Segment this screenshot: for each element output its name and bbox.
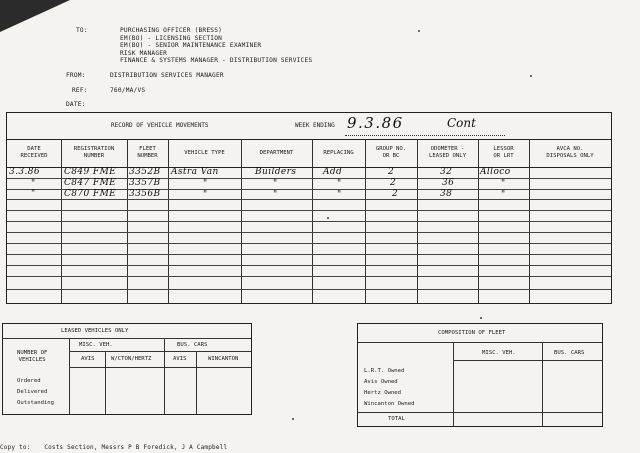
col-header-date: DATE RECEIVED <box>20 146 48 159</box>
col-header-fleet: FLEET NUMBER <box>137 146 158 159</box>
row3-odometer: 38 <box>440 189 453 199</box>
row-divider <box>7 243 611 244</box>
leased-avis-bus: AVIS <box>173 356 187 362</box>
leased-col <box>164 338 165 414</box>
leased-title: LEASED VEHICLES ONLY <box>61 328 129 334</box>
table-title: RECORD OF VEHICLE MOVEMENTS <box>111 122 209 129</box>
row-divider <box>7 199 611 200</box>
row3-department: " <box>273 190 278 200</box>
memo-ref <box>66 87 326 95</box>
row3-lessor: " <box>501 190 506 200</box>
row-divider <box>7 210 611 211</box>
to-label: TO: <box>76 27 88 34</box>
leased-vehicles-table <box>2 323 252 415</box>
leased-col <box>105 351 106 414</box>
leased-col <box>69 338 70 414</box>
row-divider <box>7 276 611 277</box>
row-divider <box>7 289 611 290</box>
scan-shadow <box>0 0 70 32</box>
leased-row-delivered: Delivered <box>17 389 48 395</box>
scan-speck <box>480 317 482 319</box>
row2-lessor: " <box>501 179 506 189</box>
memo-from <box>66 72 326 80</box>
scan-speck <box>327 217 329 219</box>
col-header-registration: REGISTRATION NUMBER <box>73 146 115 159</box>
col-header-group: GROUP NO. OR BC <box>375 146 407 159</box>
row1-lessor: Alloco <box>480 167 511 177</box>
row2-department: " <box>273 179 278 189</box>
row-divider <box>7 232 611 233</box>
row2-odometer: 36 <box>442 178 455 188</box>
scan-speck <box>292 418 294 420</box>
to-line-2: EM(BO) - LICENSING SECTION <box>120 34 223 42</box>
copy-to-value: Costs Section, Messrs P B Foredick, J A Campbell <box>44 444 228 451</box>
col-header-odometer: ODOMETER - LEASED ONLY <box>428 146 467 159</box>
composition-row-lrt: L.R.T. Owned <box>364 368 405 374</box>
row3-replacing: " <box>337 190 342 200</box>
row2-fleet: 3357B <box>129 178 161 188</box>
row-divider <box>7 265 611 266</box>
row2-date: " <box>31 179 36 189</box>
leased-divider <box>3 338 251 339</box>
row1-date: 3.3.86 <box>9 167 41 177</box>
table-title-bar <box>7 113 611 140</box>
row3-group: 2 <box>392 189 399 199</box>
composition-title: COMPOSITION OF FLEET <box>438 330 506 336</box>
leased-number-of-vehicles: NUMBER OF VEHICLES <box>17 350 48 363</box>
leased-bus-cars: BUS. CARS <box>177 342 208 348</box>
memo-date <box>66 101 326 109</box>
composition-col <box>542 342 543 426</box>
row1-fleet: 3352B <box>129 167 161 177</box>
to-line-4: RISK MANAGER <box>120 49 168 57</box>
composition-col <box>453 342 454 426</box>
col-header-department: DEPARTMENT <box>259 149 294 156</box>
leased-divider <box>69 367 251 368</box>
copy-to-line <box>0 444 227 451</box>
col-header-lessor: LESSOR OR LRT <box>493 146 514 159</box>
row3-registration: C870 FME <box>64 189 117 199</box>
row1-registration: C849 FME <box>64 167 117 177</box>
leased-divider <box>69 351 251 352</box>
ref-value: 760/MA/VS <box>110 87 146 94</box>
leased-avis: AVIS <box>81 356 95 362</box>
composition-divider <box>453 360 602 361</box>
to-line-1: PURCHASING OFFICER (BRESS) <box>120 27 223 34</box>
row3-date: " <box>31 189 36 199</box>
row2-registration: C847 FME <box>64 178 117 188</box>
composition-bus-cars: BUS. CARS <box>554 350 585 356</box>
composition-misc-veh: MISC. VEH. <box>482 350 516 356</box>
row1-department: Builders <box>255 167 297 177</box>
row-divider <box>7 221 611 222</box>
scan-speck <box>418 30 420 32</box>
from-value: DISTRIBUTION SERVICES MANAGER <box>110 72 224 79</box>
leased-row-outstanding: Outstanding <box>17 400 55 406</box>
row3-fleet: 3356B <box>129 189 161 199</box>
fleet-composition-table <box>357 323 603 427</box>
row2-group: 2 <box>390 178 397 188</box>
leased-wcton-hertz: W/CTON/HERTZ <box>111 356 152 362</box>
week-ending-value: 9.3.86 <box>347 114 404 132</box>
copy-to-label: Copy to: <box>0 444 31 451</box>
composition-row-wincanton: Wincanton Owned <box>364 401 415 407</box>
week-ending-label: WEEK ENDING <box>295 122 335 129</box>
table-header-row <box>7 139 611 168</box>
date-label: DATE: <box>66 101 86 108</box>
scan-speck <box>530 75 532 77</box>
row1-replacing: Add <box>323 167 343 177</box>
row1-odometer: 32 <box>440 167 453 177</box>
row-divider <box>7 254 611 255</box>
week-ending-underline <box>345 135 505 136</box>
to-line-5: FINANCE & SYSTEMS MANAGER - DISTRIBUTION SERVICES <box>120 57 313 65</box>
row3-vehicle-type: " <box>203 190 208 200</box>
col-header-vehicle-type: VEHICLE TYPE <box>184 149 225 156</box>
vehicle-movements-table <box>6 112 612 304</box>
week-ending-note: Cont <box>447 116 476 130</box>
composition-divider <box>358 342 602 343</box>
row1-vehicle-type: Astra Van <box>171 167 219 177</box>
to-line-3: EM(BO) - SENIOR MAINTENANCE EXAMINER <box>120 42 262 50</box>
composition-row-avis: Avis Owned <box>364 379 398 385</box>
col-header-replacing: REPLACING <box>323 149 354 156</box>
memo-to-block <box>76 27 376 67</box>
col-header-avca: AVCA NO. DISPOSALS ONLY <box>546 146 594 159</box>
leased-misc-veh: MISC. VEH. <box>79 342 113 348</box>
row2-vehicle-type: " <box>203 179 208 189</box>
composition-total: TOTAL <box>388 416 405 422</box>
leased-col <box>196 351 197 414</box>
ref-label: REF: <box>72 87 88 94</box>
composition-divider <box>358 412 602 413</box>
leased-row-ordered: Ordered <box>17 378 41 384</box>
row1-group: 2 <box>388 167 395 177</box>
leased-wincanton: WINCANTON <box>208 356 239 362</box>
from-label: FROM: <box>66 72 86 79</box>
composition-row-hertz: Hertz Owned <box>364 390 402 396</box>
row2-replacing: " <box>337 179 342 189</box>
